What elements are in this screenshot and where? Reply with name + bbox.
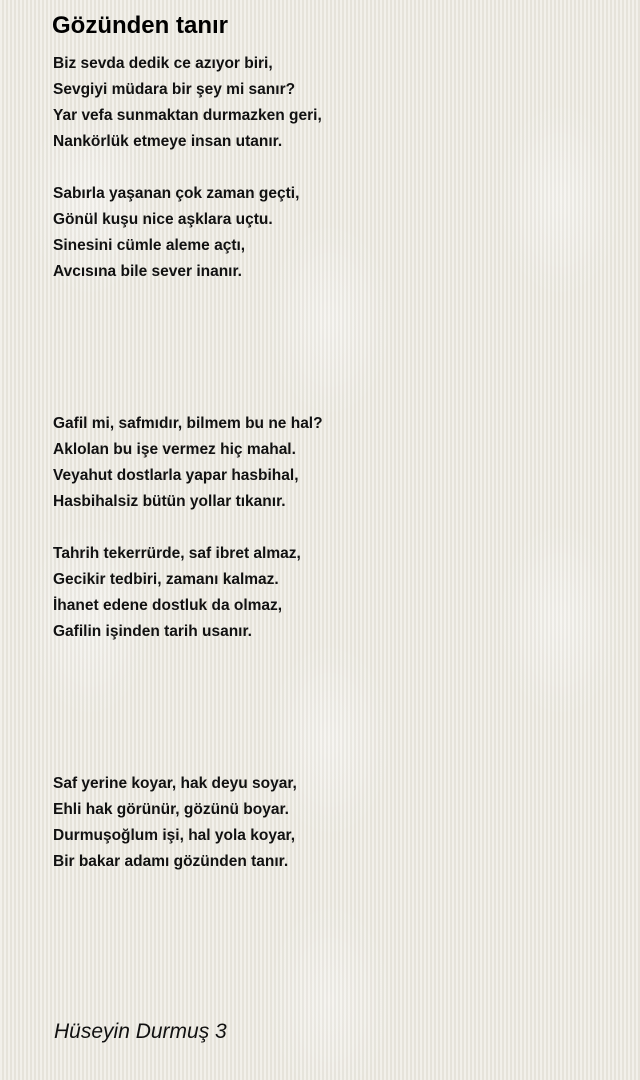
poem-title: Gözünden tanır: [52, 12, 228, 39]
poem-line: Gönül kuşu nice aşklara uçtu.: [53, 211, 273, 228]
poem-line: Biz sevda dedik ce azıyor biri,: [53, 55, 273, 72]
poem-line: Hasbihalsiz bütün yollar tıkanır.: [53, 493, 286, 510]
poem-line: Aklolan bu işe vermez hiç mahal.: [53, 441, 296, 458]
poem-line: Durmuşoğlum işi, hal yola koyar,: [53, 827, 296, 844]
poem-line: Ehli hak görünür, gözünü boyar.: [53, 801, 289, 818]
poem-line: Gecikir tedbiri, zamanı kalmaz.: [53, 571, 279, 588]
poem-line: Saf yerine koyar, hak deyu soyar,: [53, 775, 297, 792]
poem-line: Avcısına bile sever inanır.: [53, 263, 242, 280]
poem-line: İhanet edene dostluk da olmaz,: [53, 597, 283, 614]
poem-line: Nankörlük etmeye insan utanır.: [53, 133, 283, 150]
poem-line: Sevgiyi müdara bir şey mi sanır?: [53, 81, 296, 98]
poem-line: Gafil mi, safmıdır, bilmem bu ne hal?: [53, 415, 323, 432]
poem-line: Tahrih tekerrürde, saf ibret almaz,: [53, 545, 301, 562]
poem-line: Bir bakar adamı gözünden tanır.: [53, 853, 289, 870]
poem-author: Hüseyin Durmuş 3: [54, 1020, 227, 1043]
poem-line: Gafilin işinden tarih usanır.: [53, 623, 252, 640]
poem-line: Sabırla yaşanan çok zaman geçti,: [53, 185, 300, 202]
poem-line: Yar vefa sunmaktan durmazken geri,: [53, 107, 322, 124]
poem-line: Sinesini cümle aleme açtı,: [53, 237, 246, 254]
poem-line: Veyahut dostlarla yapar hasbihal,: [53, 467, 299, 484]
